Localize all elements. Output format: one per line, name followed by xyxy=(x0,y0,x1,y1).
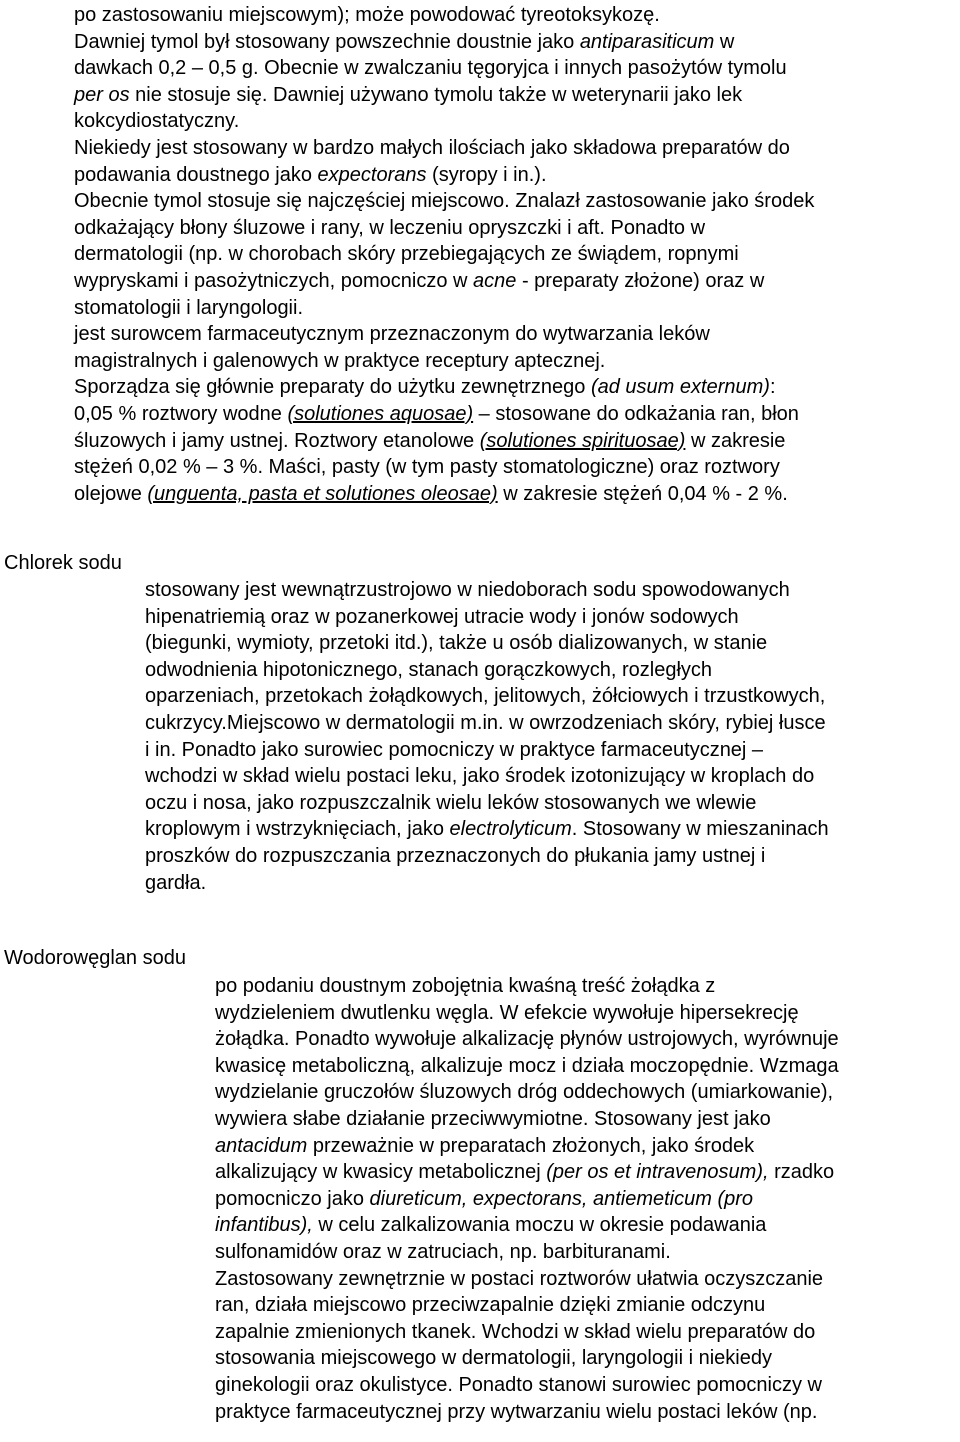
text-segment: antacidum xyxy=(215,1134,308,1157)
text-line xyxy=(145,683,829,710)
text-line xyxy=(74,135,814,162)
text-segment: antiparasiticum xyxy=(579,30,715,53)
text-segment: per os xyxy=(74,83,130,106)
text-line xyxy=(74,55,814,82)
text-segment: w celu zalkalizowania moczu w okresie podawania xyxy=(312,1214,767,1237)
text-segment: odkażający błony śluzowe i rany, w leczeniu opryszczki i aft. Ponadto w xyxy=(74,216,706,239)
text-segment: i in. Ponadto jako surowiec pomocniczy w praktyce farmaceutycznej – xyxy=(145,738,764,761)
text-segment: (solutiones aquosae) xyxy=(287,402,474,425)
text-line xyxy=(215,1079,839,1106)
text-line xyxy=(215,1000,839,1027)
text-segment: kroplowym i wstrzyknięciach, jako xyxy=(145,818,450,841)
text-segment: acne xyxy=(473,269,517,292)
text-segment: (per os et intravenosum), xyxy=(546,1161,769,1184)
text-line xyxy=(215,1266,839,1293)
text-segment: praktyce farmaceutycznej przy wytwarzaniu wielu postaci leków (np. xyxy=(215,1400,818,1423)
text-line xyxy=(215,1026,839,1053)
term-wodoroweglan-sodu: Wodorowęglan sodu xyxy=(4,947,186,969)
text-segment: ginekologii oraz okulistyce. Ponadto stanowi surowiec pomocniczy w xyxy=(215,1373,822,1396)
text-line xyxy=(74,188,814,215)
text-segment: wydzielanie gruczołów śluzowych dróg oddechowych (umiarkowanie), xyxy=(215,1081,834,1104)
text-segment: dermatologii (np. w chorobach skóry przebiegających ze świądem, ropnymi xyxy=(74,243,739,266)
text-line xyxy=(145,630,829,657)
text-segment: Dawniej tymol był stosowany powszechnie doustnie jako xyxy=(74,30,580,53)
text-line xyxy=(215,1319,839,1346)
text-segment: nie stosuje się. Dawniej używano tymolu także w weterynarii jako lek xyxy=(129,83,743,106)
text-line xyxy=(145,763,829,790)
text-line xyxy=(145,737,829,764)
text-segment: – stosowane do odkażania ran, błon xyxy=(473,402,799,425)
text-segment: dawkach 0,2 – 0,5 g. Obecnie w zwalczaniu tęgoryjca i innych pasożytów tymolu xyxy=(74,57,787,80)
text-line xyxy=(74,108,814,135)
text-segment: sulfonamidów oraz w zatruciach, np. barbituranami. xyxy=(215,1240,671,1263)
text-segment: infantibus), xyxy=(215,1214,313,1237)
text-segment: pomocniczo jako xyxy=(215,1187,370,1210)
text-segment: kwasicę metaboliczną, alkalizuje mocz i działa moczopędnie. Wzmaga xyxy=(215,1054,839,1077)
text-segment: stężeń 0,02 % – 3 %. Maści, pasty (w tym pasty stomatologiczne) oraz roztwory xyxy=(74,456,780,479)
text-segment: . Stosowany w mieszaninach xyxy=(571,818,829,841)
text-line xyxy=(74,454,814,481)
text-line xyxy=(145,816,829,843)
text-line xyxy=(215,1133,839,1160)
text-line xyxy=(215,973,839,1000)
text-line xyxy=(215,1399,839,1426)
text-segment: jest surowcem farmaceutycznym przeznaczonym do wytwarzania leków xyxy=(74,323,710,346)
text-line xyxy=(215,1159,839,1186)
text-segment: magistralnych i galenowych w praktyce receptury aptecznej. xyxy=(74,349,606,372)
text-line xyxy=(74,241,814,268)
text-segment: alkalizujący w kwasicy metabolicznej xyxy=(215,1161,547,1184)
text-segment: (biegunki, wymioty, przetoki itd.), także u osób dializowanych, w stanie xyxy=(145,632,768,655)
text-segment: żołądka. Ponadto wywołuje alkalizację płynów ustrojowych, wyrównuje xyxy=(215,1028,839,1051)
text-segment: Obecnie tymol stosuje się najczęściej miejscowo. Znalazł zastosowanie jako środek xyxy=(74,190,815,213)
text-segment: śluzowych i jamy ustnej. Roztwory etanolowe xyxy=(74,429,480,452)
text-line xyxy=(215,1106,839,1133)
text-segment: stosowania miejscowego w dermatologii, laryngologii i niekiedy xyxy=(215,1347,772,1370)
text-segment: wydzieleniem dwutlenku węgla. W efekcie wywołuje hipersekrecję xyxy=(215,1001,799,1024)
text-segment: proszków do rozpuszczania przeznaczonych do płukania jamy ustnej i xyxy=(145,844,766,867)
text-segment: Zastosowany zewnętrznie w postaci roztworów ułatwia oczyszczanie xyxy=(215,1267,824,1290)
text-segment: rzadko xyxy=(768,1161,835,1184)
text-line xyxy=(74,162,814,189)
text-line xyxy=(74,82,814,109)
text-segment: zapalnie zmienionych tkanek. Wchodzi w skład wielu preparatów do xyxy=(215,1320,816,1343)
text-line xyxy=(74,29,814,56)
text-line xyxy=(74,374,814,401)
text-segment: oparzeniach, przetokach żołądkowych, jelitowych, żółciowych i trzustkowych, xyxy=(145,685,826,708)
text-line xyxy=(74,401,814,428)
text-segment: wchodzi w skład wielu postaci leku, jako środek izotonizujący w kroplach do xyxy=(145,765,815,788)
text-segment: - preparaty złożone) oraz w xyxy=(516,269,765,292)
text-segment: w xyxy=(714,30,735,53)
text-segment: (solutiones spirituosae) xyxy=(479,429,686,452)
text-line xyxy=(74,428,814,455)
text-line xyxy=(215,1186,839,1213)
text-line xyxy=(74,348,814,375)
term-chlorek-sodu: Chlorek sodu xyxy=(4,552,122,574)
text-line xyxy=(145,843,829,870)
text-line xyxy=(74,295,814,322)
text-line xyxy=(74,2,814,29)
text-line xyxy=(145,657,829,684)
text-segment: podawania doustnego jako xyxy=(74,163,318,186)
text-line xyxy=(74,321,814,348)
text-segment: oczu i nosa, jako rozpuszczalnik wielu leków stosowanych we wlewie xyxy=(145,791,757,814)
text-line xyxy=(215,1053,839,1080)
tymol-text-block xyxy=(74,2,814,507)
text-segment: stomatologii i laryngologii. xyxy=(74,296,304,319)
text-segment: gardła. xyxy=(145,871,207,894)
text-line xyxy=(215,1212,839,1239)
text-segment: w zakresie xyxy=(685,429,786,452)
text-segment: po zastosowaniu miejscowym); może powodować tyreotoksykozę. xyxy=(74,4,660,26)
text-line xyxy=(215,1292,839,1319)
text-segment: cukrzycy.Miejscowo w dermatologii m.in. w owrzodzeniach skóry, rybiej łusce xyxy=(145,711,826,734)
chlorek-sodu-text-block xyxy=(145,577,829,896)
text-segment: (unguenta, pasta et solutiones oleosae) xyxy=(147,482,498,505)
text-segment: przeważnie w preparatach złożonych, jako środek xyxy=(307,1134,755,1157)
text-segment: ran, działa miejscowo przeciwzapalnie dzięki zmianie odczynu xyxy=(215,1294,766,1317)
text-segment: w zakresie stężeń 0,04 % - 2 %. xyxy=(497,482,788,505)
text-segment: Sporządza się głównie preparaty do użytku zewnętrznego xyxy=(74,376,591,399)
text-segment: kokcydiostatyczny. xyxy=(74,110,240,133)
text-segment: olejowe xyxy=(74,482,148,505)
text-segment: hipenatriemią oraz w pozanerkowej utracie wody i jonów sodowych xyxy=(145,605,739,628)
text-segment: wypryskami i pasożytniczych, pomocniczo w xyxy=(74,269,474,292)
text-line xyxy=(145,790,829,817)
text-segment: diureticum, expectorans, antiemeticum (pro xyxy=(369,1187,754,1210)
text-segment: : xyxy=(769,376,776,399)
text-segment: (syropy i in.). xyxy=(426,163,547,186)
text-segment: po podaniu doustnym zobojętnia kwaśną treść żołądka z xyxy=(215,975,716,997)
text-line xyxy=(145,604,829,631)
text-line xyxy=(74,215,814,242)
text-line xyxy=(145,710,829,737)
wodoroweglan-sodu-text-block xyxy=(215,973,839,1425)
text-segment: expectorans xyxy=(317,163,427,186)
text-segment: electrolyticum xyxy=(449,818,572,841)
text-segment: 0,05 % roztwory wodne xyxy=(74,402,288,425)
text-segment: wywiera słabe działanie przeciwwymiotne. Stosowany jest jako xyxy=(215,1107,771,1130)
text-segment: stosowany jest wewnątrzustrojowo w niedoborach sodu spowodowanych xyxy=(145,579,790,601)
text-line xyxy=(215,1239,839,1266)
text-line xyxy=(145,577,829,604)
text-segment: Niekiedy jest stosowany w bardzo małych ilościach jako składowa preparatów do xyxy=(74,136,790,159)
text-segment: odwodnienia hipotonicznego, stanach gorączkowych, rozległych xyxy=(145,658,713,681)
text-line xyxy=(74,268,814,295)
text-segment: (ad usum externum) xyxy=(590,376,770,399)
text-line xyxy=(215,1372,839,1399)
text-line xyxy=(215,1345,839,1372)
text-line xyxy=(74,481,814,508)
text-line xyxy=(145,870,829,897)
